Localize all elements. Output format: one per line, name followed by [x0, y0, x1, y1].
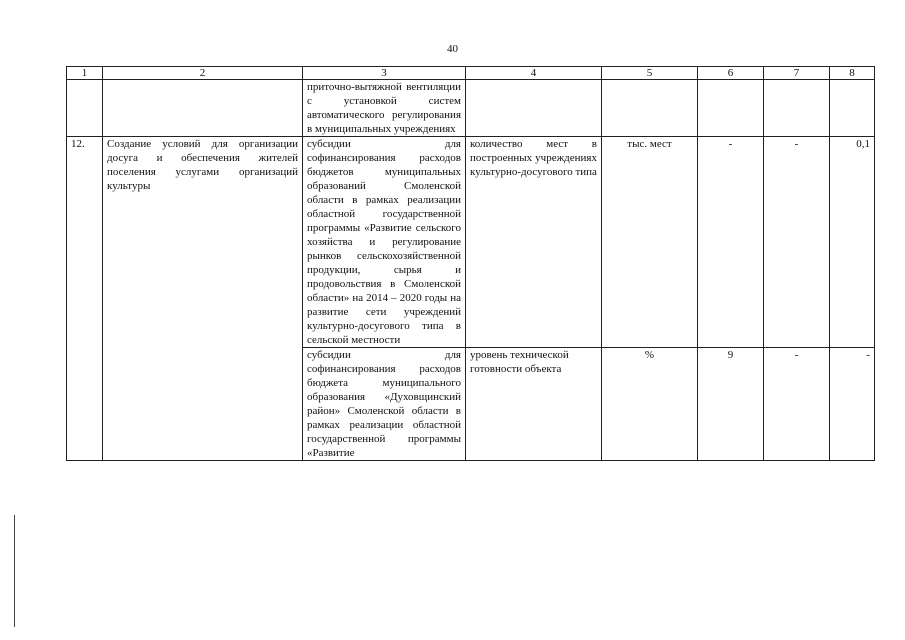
- value-cell: [764, 80, 830, 137]
- header-row: [67, 67, 875, 80]
- value-cell: -: [764, 137, 830, 348]
- indicator-cell: уровень технической готовности объекта: [466, 348, 602, 461]
- value-cell: 0,1: [830, 137, 875, 348]
- row-number-cell: [67, 80, 103, 137]
- row-number-cell: 12.: [67, 137, 103, 461]
- value-cell: [698, 80, 764, 137]
- indicator-cell: количество мест в построенных учреждениях культурно-досугового типа: [466, 137, 602, 348]
- measure-name-cell: Создание условий для организации досуга и обеспечения жителей поселения услугами организаций культуры: [103, 137, 303, 461]
- measure-name-cell: [103, 80, 303, 137]
- unit-cell: тыс. мест: [602, 137, 698, 348]
- header-cell: 6: [698, 67, 764, 80]
- table-row: [67, 137, 875, 348]
- funding-source-cell: субсидии для софинансирования расходов бюджетов муниципальных образований Смоленской области в рамках реализации областной государственной программы «Развитие сельского хозяйства и регулирование рынков сельскохозяйственной продукции, сырья и продовольствия в Смоленской области» на 2014 – 2020 годы на развитие сети учреждений культурно-досугового типа в сельской местности: [303, 137, 466, 348]
- value-cell: -: [830, 348, 875, 461]
- page-number: 40: [447, 43, 458, 55]
- funding-source-cell: приточно-вытяжной вентиляции с установкой систем автоматического регулирования в муниципальных учреждениях: [303, 80, 466, 137]
- funding-source-cell: субсидии для софинансирования расходов бюджета муниципального образования «Духовщинский район» Смоленской области в рамках реализации областной государственной программы «Развитие: [303, 348, 466, 461]
- header-cell: 7: [764, 67, 830, 80]
- value-cell: [830, 80, 875, 137]
- program-table: [66, 66, 875, 461]
- indicator-cell: [466, 80, 602, 137]
- table-row: [67, 80, 875, 137]
- header-cell: 8: [830, 67, 875, 80]
- value-cell: -: [764, 348, 830, 461]
- header-cell: 2: [103, 67, 303, 80]
- value-cell: -: [698, 137, 764, 348]
- header-cell: 5: [602, 67, 698, 80]
- value-cell: 9: [698, 348, 764, 461]
- margin-line: [14, 515, 15, 627]
- unit-cell: %: [602, 348, 698, 461]
- header-cell: 3: [303, 67, 466, 80]
- header-cell: 1: [67, 67, 103, 80]
- unit-cell: [602, 80, 698, 137]
- header-cell: 4: [466, 67, 602, 80]
